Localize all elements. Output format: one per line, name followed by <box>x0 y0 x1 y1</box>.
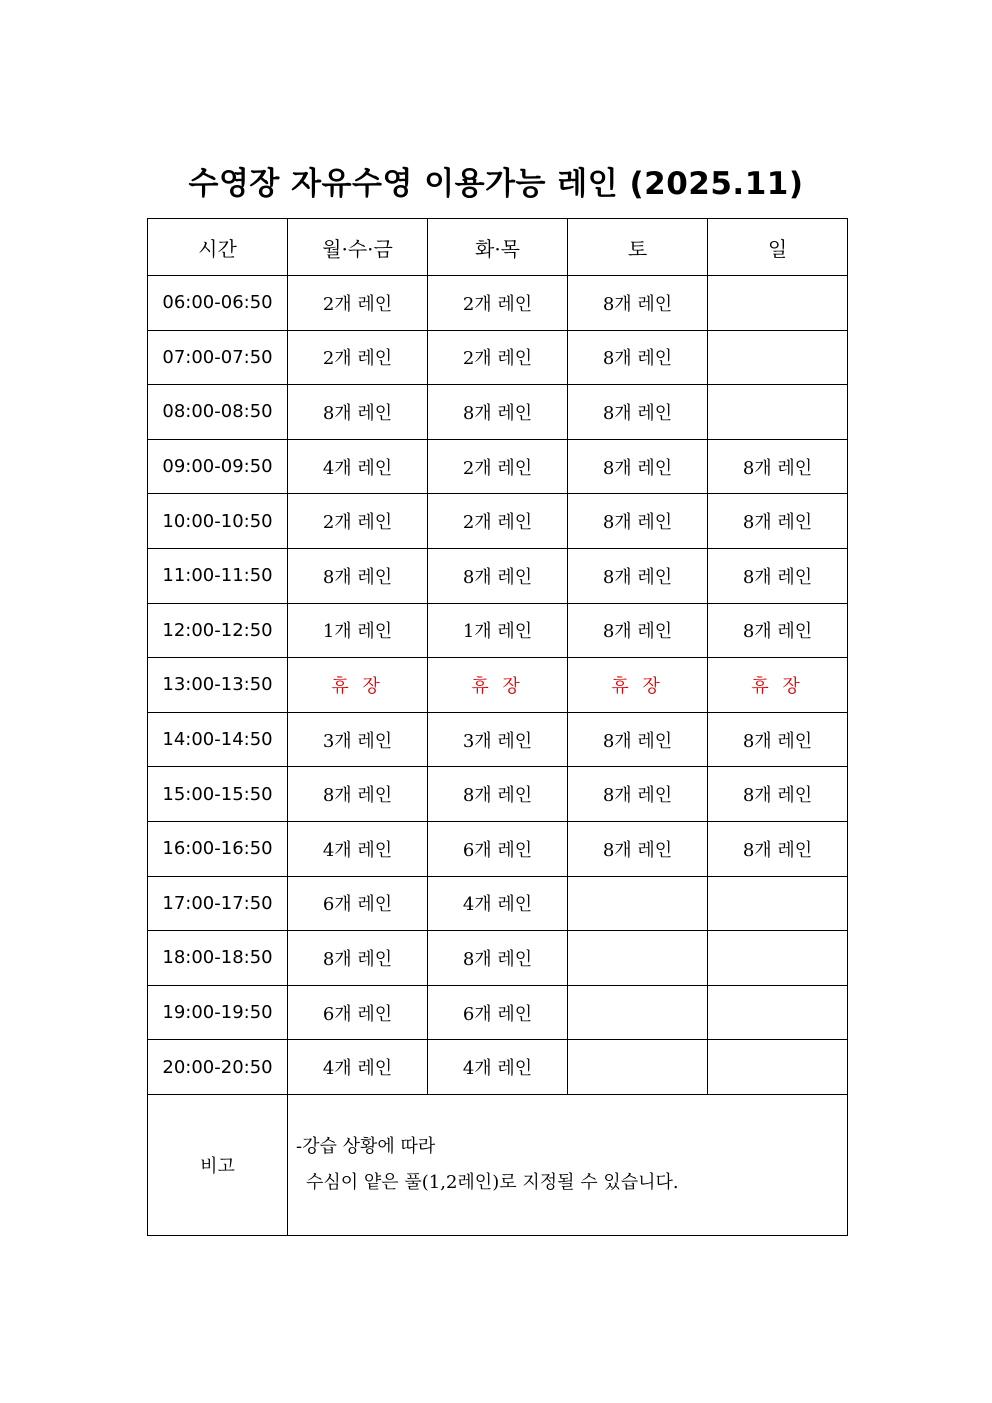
table-row <box>148 985 848 1040</box>
mon-wed-fri-cell: 3개 레인 <box>288 712 428 767</box>
table-row <box>148 658 848 713</box>
mon-wed-fri-cell: 6개 레인 <box>288 985 428 1040</box>
saturday-cell: 8개 레인 <box>568 548 708 603</box>
sunday-cell: 8개 레인 <box>708 603 848 658</box>
tue-thu-cell: 6개 레인 <box>428 985 568 1040</box>
mon-wed-fri-cell: 6개 레인 <box>288 876 428 931</box>
time-cell: 08:00-08:50 <box>148 385 288 440</box>
tue-thu-cell: 1개 레인 <box>428 603 568 658</box>
tue-thu-cell: 8개 레인 <box>428 931 568 986</box>
header-sunday: 일 <box>708 219 848 276</box>
tue-thu-cell: 3개 레인 <box>428 712 568 767</box>
saturday-cell: 8개 레인 <box>568 821 708 876</box>
table-row <box>148 876 848 931</box>
sunday-cell: 8개 레인 <box>708 712 848 767</box>
saturday-cell: 8개 레인 <box>568 494 708 549</box>
table-row <box>148 603 848 658</box>
tue-thu-cell: 8개 레인 <box>428 767 568 822</box>
saturday-cell: 8개 레인 <box>568 330 708 385</box>
table-row <box>148 1040 848 1095</box>
table-row <box>148 767 848 822</box>
note-line-2: 수심이 얕은 풀(1,2레인)로 지정될 수 있습니다. <box>306 1171 679 1193</box>
saturday-cell: 휴 장 <box>568 658 708 713</box>
time-cell: 07:00-07:50 <box>148 330 288 385</box>
saturday-cell <box>568 1040 708 1095</box>
mon-wed-fri-cell: 1개 레인 <box>288 603 428 658</box>
sunday-cell <box>708 985 848 1040</box>
time-cell: 06:00-06:50 <box>148 276 288 331</box>
time-cell: 15:00-15:50 <box>148 767 288 822</box>
sunday-cell: 8개 레인 <box>708 767 848 822</box>
saturday-cell: 8개 레인 <box>568 767 708 822</box>
mon-wed-fri-cell: 8개 레인 <box>288 767 428 822</box>
table-row <box>148 276 848 331</box>
note-label: 비고 <box>148 1094 288 1235</box>
table-row <box>148 821 848 876</box>
sunday-cell <box>708 276 848 331</box>
table-row <box>148 712 848 767</box>
saturday-cell: 8개 레인 <box>568 385 708 440</box>
tue-thu-cell: 6개 레인 <box>428 821 568 876</box>
table-row <box>148 494 848 549</box>
note-row <box>148 1094 848 1235</box>
saturday-cell: 8개 레인 <box>568 712 708 767</box>
tue-thu-cell: 2개 레인 <box>428 276 568 331</box>
page-title: 수영장 자유수영 이용가능 레인 (2025.11) <box>188 166 804 202</box>
mon-wed-fri-cell: 4개 레인 <box>288 439 428 494</box>
saturday-cell <box>568 876 708 931</box>
mon-wed-fri-cell: 휴 장 <box>288 658 428 713</box>
saturday-cell: 8개 레인 <box>568 276 708 331</box>
header-time: 시간 <box>148 219 288 276</box>
header-saturday: 토 <box>568 219 708 276</box>
sunday-cell: 8개 레인 <box>708 494 848 549</box>
tue-thu-cell: 8개 레인 <box>428 385 568 440</box>
table-header-row <box>148 219 848 276</box>
header-mon-wed-fri: 월·수·금 <box>288 219 428 276</box>
tue-thu-cell: 4개 레인 <box>428 876 568 931</box>
tue-thu-cell: 2개 레인 <box>428 494 568 549</box>
saturday-cell: 8개 레인 <box>568 439 708 494</box>
time-cell: 18:00-18:50 <box>148 931 288 986</box>
time-cell: 14:00-14:50 <box>148 712 288 767</box>
time-cell: 19:00-19:50 <box>148 985 288 1040</box>
sunday-cell: 8개 레인 <box>708 548 848 603</box>
tue-thu-cell: 2개 레인 <box>428 439 568 494</box>
time-cell: 20:00-20:50 <box>148 1040 288 1095</box>
mon-wed-fri-cell: 8개 레인 <box>288 385 428 440</box>
sunday-cell <box>708 385 848 440</box>
sunday-cell <box>708 330 848 385</box>
time-cell: 17:00-17:50 <box>148 876 288 931</box>
time-cell: 10:00-10:50 <box>148 494 288 549</box>
sunday-cell: 8개 레인 <box>708 821 848 876</box>
time-cell: 11:00-11:50 <box>148 548 288 603</box>
time-cell: 09:00-09:50 <box>148 439 288 494</box>
mon-wed-fri-cell: 2개 레인 <box>288 276 428 331</box>
note-text <box>288 1094 848 1235</box>
tue-thu-cell: 2개 레인 <box>428 330 568 385</box>
table-row <box>148 330 848 385</box>
table-row <box>148 931 848 986</box>
saturday-cell <box>568 985 708 1040</box>
mon-wed-fri-cell: 4개 레인 <box>288 821 428 876</box>
tue-thu-cell: 휴 장 <box>428 658 568 713</box>
mon-wed-fri-cell: 8개 레인 <box>288 931 428 986</box>
note-line-1: -강습 상황에 따라 <box>296 1135 436 1157</box>
saturday-cell: 8개 레인 <box>568 603 708 658</box>
time-cell: 13:00-13:50 <box>148 658 288 713</box>
table-row <box>148 548 848 603</box>
sunday-cell: 휴 장 <box>708 658 848 713</box>
saturday-cell <box>568 931 708 986</box>
mon-wed-fri-cell: 8개 레인 <box>288 548 428 603</box>
mon-wed-fri-cell: 2개 레인 <box>288 494 428 549</box>
lane-schedule-table <box>147 218 848 1236</box>
header-tue-thu: 화·목 <box>428 219 568 276</box>
sunday-cell <box>708 876 848 931</box>
table-row <box>148 385 848 440</box>
sunday-cell: 8개 레인 <box>708 439 848 494</box>
sunday-cell <box>708 931 848 986</box>
time-cell: 12:00-12:50 <box>148 603 288 658</box>
mon-wed-fri-cell: 4개 레인 <box>288 1040 428 1095</box>
time-cell: 16:00-16:50 <box>148 821 288 876</box>
sunday-cell <box>708 1040 848 1095</box>
tue-thu-cell: 8개 레인 <box>428 548 568 603</box>
mon-wed-fri-cell: 2개 레인 <box>288 330 428 385</box>
table-row <box>148 439 848 494</box>
tue-thu-cell: 4개 레인 <box>428 1040 568 1095</box>
